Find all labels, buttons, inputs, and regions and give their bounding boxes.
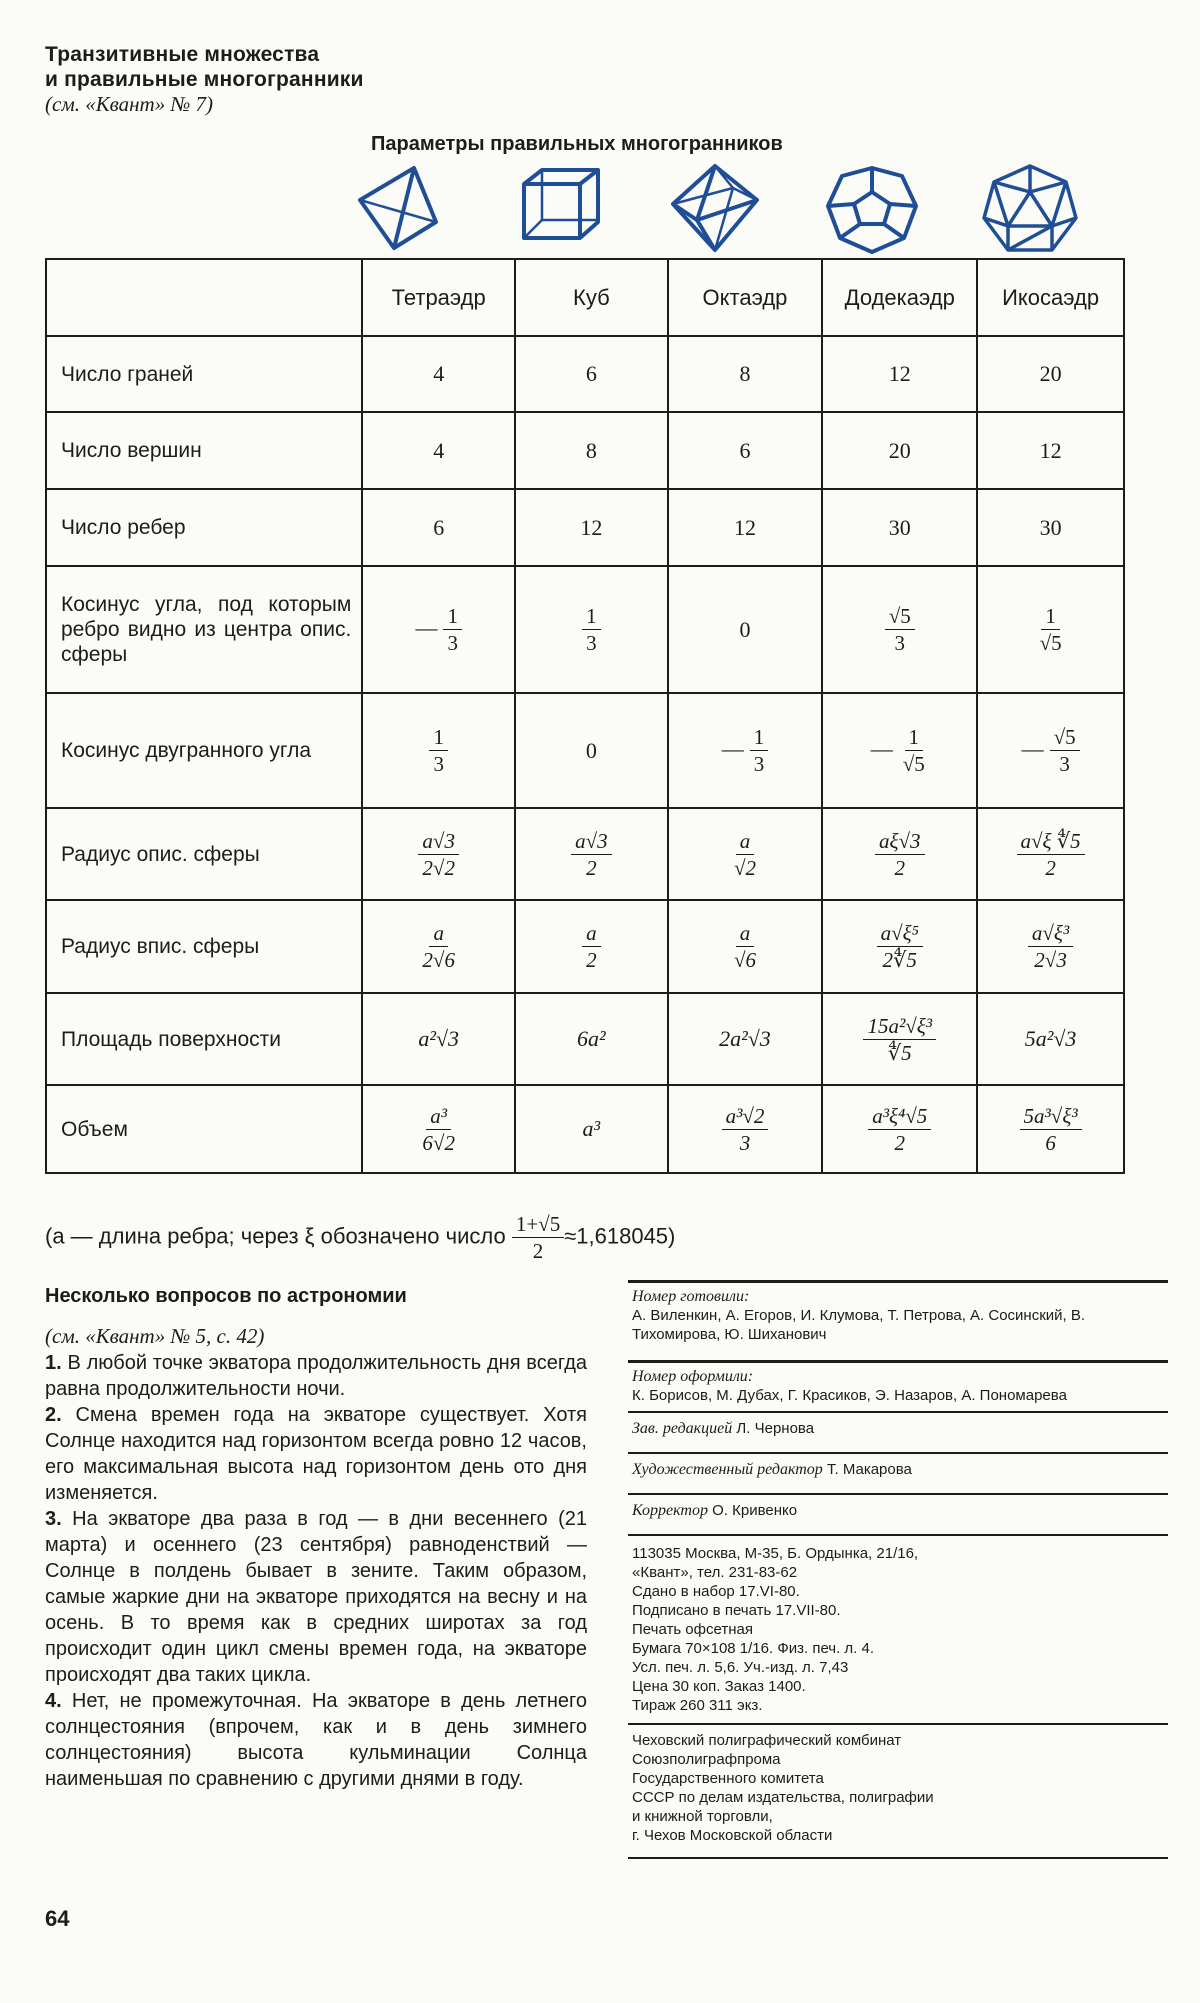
cell: $\frac{\text{a√ξ³}}{2√3}$: [977, 900, 1124, 993]
heading-line-1: Транзитивные множества: [45, 43, 320, 66]
polyhedra-parameters-table: [45, 258, 1125, 1174]
row-label: Число граней: [46, 336, 362, 412]
cell: — $\frac{1}{3}$: [668, 693, 823, 808]
art-editor: Художественный редактор Т. Макарова: [628, 1452, 1168, 1493]
corner-cell: [46, 259, 362, 336]
cell: 8: [515, 412, 668, 489]
article-heading: [45, 42, 565, 117]
answer-item: 3. На экваторе два раза в год — в дни весеннего (21 марта) и осеннего (23 сентября) равноденствий — Солнце в полдень бывает в зените. Таким образом, самые жаркие дни на экваторе приходятся на весну и на осень. В то время как в средних широтах за год происходит один цикл смены времен года, на экваторе происходят два таких цикла.: [45, 1508, 587, 1686]
cell: 20: [977, 336, 1124, 412]
cell: $\frac{a}{2}$: [515, 900, 668, 993]
cell: 12: [822, 336, 977, 412]
col-dodecahedron: Додекаэдр: [822, 259, 977, 336]
cell: $\frac{1}{√5}$: [977, 566, 1124, 693]
designed-by: Номер оформили: К. Борисов, М. Дубах, Г. Красиков, Э. Назаров, А. Пономарева: [628, 1360, 1168, 1411]
cell: $\frac{a√3}{2}$: [515, 808, 668, 900]
table-title: Параметры правильных многогранников: [371, 133, 783, 155]
cell: 8: [668, 336, 823, 412]
cell: $\frac{\text{a³√2}}{3}$: [668, 1085, 823, 1173]
cell: — $\frac{1}{√5}$: [822, 693, 977, 808]
row-label: Объем: [46, 1085, 362, 1173]
heading-reference: (см. «Квант» № 7): [45, 92, 214, 116]
cell: $\frac{a}{√2}$: [668, 808, 823, 900]
row-label: Радиус опис. сферы: [46, 808, 362, 900]
col-octahedron: Октаэдр: [668, 259, 823, 336]
cell: — $\frac{√5}{3}$: [977, 693, 1124, 808]
cell: 6: [668, 412, 823, 489]
row-label: Косинус двугранного угла: [46, 693, 362, 808]
cell: $\frac{√5}{3}$: [822, 566, 977, 693]
row-cos-dihedral: [46, 693, 1124, 808]
row-volume: [46, 1085, 1124, 1173]
astronomy-answers: [45, 1282, 587, 1792]
col-tetrahedron: Тетраэдр: [362, 259, 515, 336]
row-surface-area: [46, 993, 1124, 1085]
cell: 2a²√3: [668, 993, 823, 1085]
cell: $\frac{1}{3}$: [515, 566, 668, 693]
row-inradius: [46, 900, 1124, 993]
cell: $\frac{a√\xi ∜5}{2}$: [977, 808, 1124, 900]
cell: 20: [822, 412, 977, 489]
imprint: 113035 Москва, М-35, Б. Ордынка, 21/16, «Квант», тел. 231-83-62 Сдано в набор 17.VI-80. Подписано в печать 17.VII-80. Печать офсетная Бумага 70×108 1/16. Физ. печ. л. 4. Усл. печ. л. 5,6. Уч.-изд. л. 7,43 Цена 30 коп. Заказ 1400. Тираж 260 311 экз.: [628, 1534, 1168, 1723]
heading-line-2: и правильные многогранники: [45, 68, 364, 91]
row-faces: [46, 336, 1124, 412]
corrector: Корректор О. Кривенко: [628, 1493, 1168, 1534]
cell: a²√3: [362, 993, 515, 1085]
cell: $\frac{a√3}{2√2}$: [362, 808, 515, 900]
table-header-row: [46, 259, 1124, 336]
cell: $\frac{1}{3}$: [362, 693, 515, 808]
row-vertices: [46, 412, 1124, 489]
col-icosahedron: Икосаэдр: [977, 259, 1124, 336]
col-cube: Куб: [515, 259, 668, 336]
octahedron-icon: [665, 162, 765, 254]
cell: 0: [668, 566, 823, 693]
row-edges: [46, 489, 1124, 566]
cell: 0: [515, 693, 668, 808]
cube-icon: [518, 162, 604, 248]
answer-item: 2. Смена времен года на экваторе существует. Хотя Солнце находится над горизонтом всегда ровно 12 часов, его максимальная высота над горизонтом день ото дня изменяется.: [45, 1404, 587, 1504]
cell: 12: [977, 412, 1124, 489]
cell: $\frac{\text{5a³√ξ³}}{6}$: [977, 1085, 1124, 1173]
cell: 12: [515, 489, 668, 566]
row-circumradius: [46, 808, 1124, 900]
cell: $\frac{a}{√6}$: [668, 900, 823, 993]
cell: $\frac{\text{15a²√ξ³}}{∜5}$: [822, 993, 977, 1085]
row-cos-edge-angle: [46, 566, 1124, 693]
row-label: Число ребер: [46, 489, 362, 566]
cell: 4: [362, 412, 515, 489]
answer-item: 4. Нет, не промежуточная. На экваторе в день летнего солнцестояния (впрочем, как и в день зимнего солнцестояния) высота кульминации Солнца наименьшая по сравнению с другими днями в году.: [45, 1690, 587, 1790]
cell: 6: [515, 336, 668, 412]
page-number: 64: [45, 1906, 70, 1931]
icosahedron-icon: [980, 162, 1080, 260]
row-label: Число вершин: [46, 412, 362, 489]
cell: — $\frac{1}{3}$: [362, 566, 515, 693]
row-label: Площадь поверхности: [46, 993, 362, 1085]
row-label: Косинус угла, под которым ребро видно из центра опис. сферы: [46, 566, 362, 693]
polyhedra-icons: [0, 162, 1200, 262]
cell: $\frac{a\xi√3}{2}$: [822, 808, 977, 900]
cell: 6a²: [515, 993, 668, 1085]
cell: 12: [668, 489, 823, 566]
cell: $\frac{\text{a√ξ⁵}}{2∜5}$: [822, 900, 977, 993]
cell: 30: [977, 489, 1124, 566]
cell: $\frac{\text{a³}}{6√2}$: [362, 1085, 515, 1173]
cell: 5a²√3: [977, 993, 1124, 1085]
head-of-office: Зав. редакцией Л. Чернова: [628, 1411, 1168, 1452]
astronomy-title: Несколько вопросов по астрономии: [45, 1285, 407, 1307]
table-footnote: (a — длина ребра; через ξ обозначено число $\frac{1+√5}{2}$ ≈1,618045): [45, 1212, 676, 1263]
cell: 6: [362, 489, 515, 566]
cell: 4: [362, 336, 515, 412]
cell: $\frac{a}{2√6}$: [362, 900, 515, 993]
credits-block: [628, 1280, 1168, 1859]
dodecahedron-icon: [824, 162, 920, 258]
answer-item: 1. В любой точке экватора продолжительность дня всегда равна продолжительности ночи.: [45, 1352, 588, 1400]
cell: $\frac{\text{a³ξ⁴√5}}{2}$: [822, 1085, 977, 1173]
row-label: Радиус впис. сферы: [46, 900, 362, 993]
printer-info: Чеховский полиграфический комбинат Союзполиграфпрома Государственного комитета СССР по делам издательства, полиграфии и книжной торговли, г. Чехов Московской области: [628, 1723, 1168, 1859]
cell: a³: [515, 1085, 668, 1173]
astronomy-reference: (см. «Квант» № 5, с. 42): [45, 1324, 265, 1348]
prepared-by: Номер готовили: А. Виленкин, А. Егоров, И. Клумова, Т. Петрова, А. Сосинский, В. Тихомирова, Ю. Шиханович: [628, 1280, 1168, 1350]
cell: 30: [822, 489, 977, 566]
tetrahedron-icon: [352, 162, 448, 254]
